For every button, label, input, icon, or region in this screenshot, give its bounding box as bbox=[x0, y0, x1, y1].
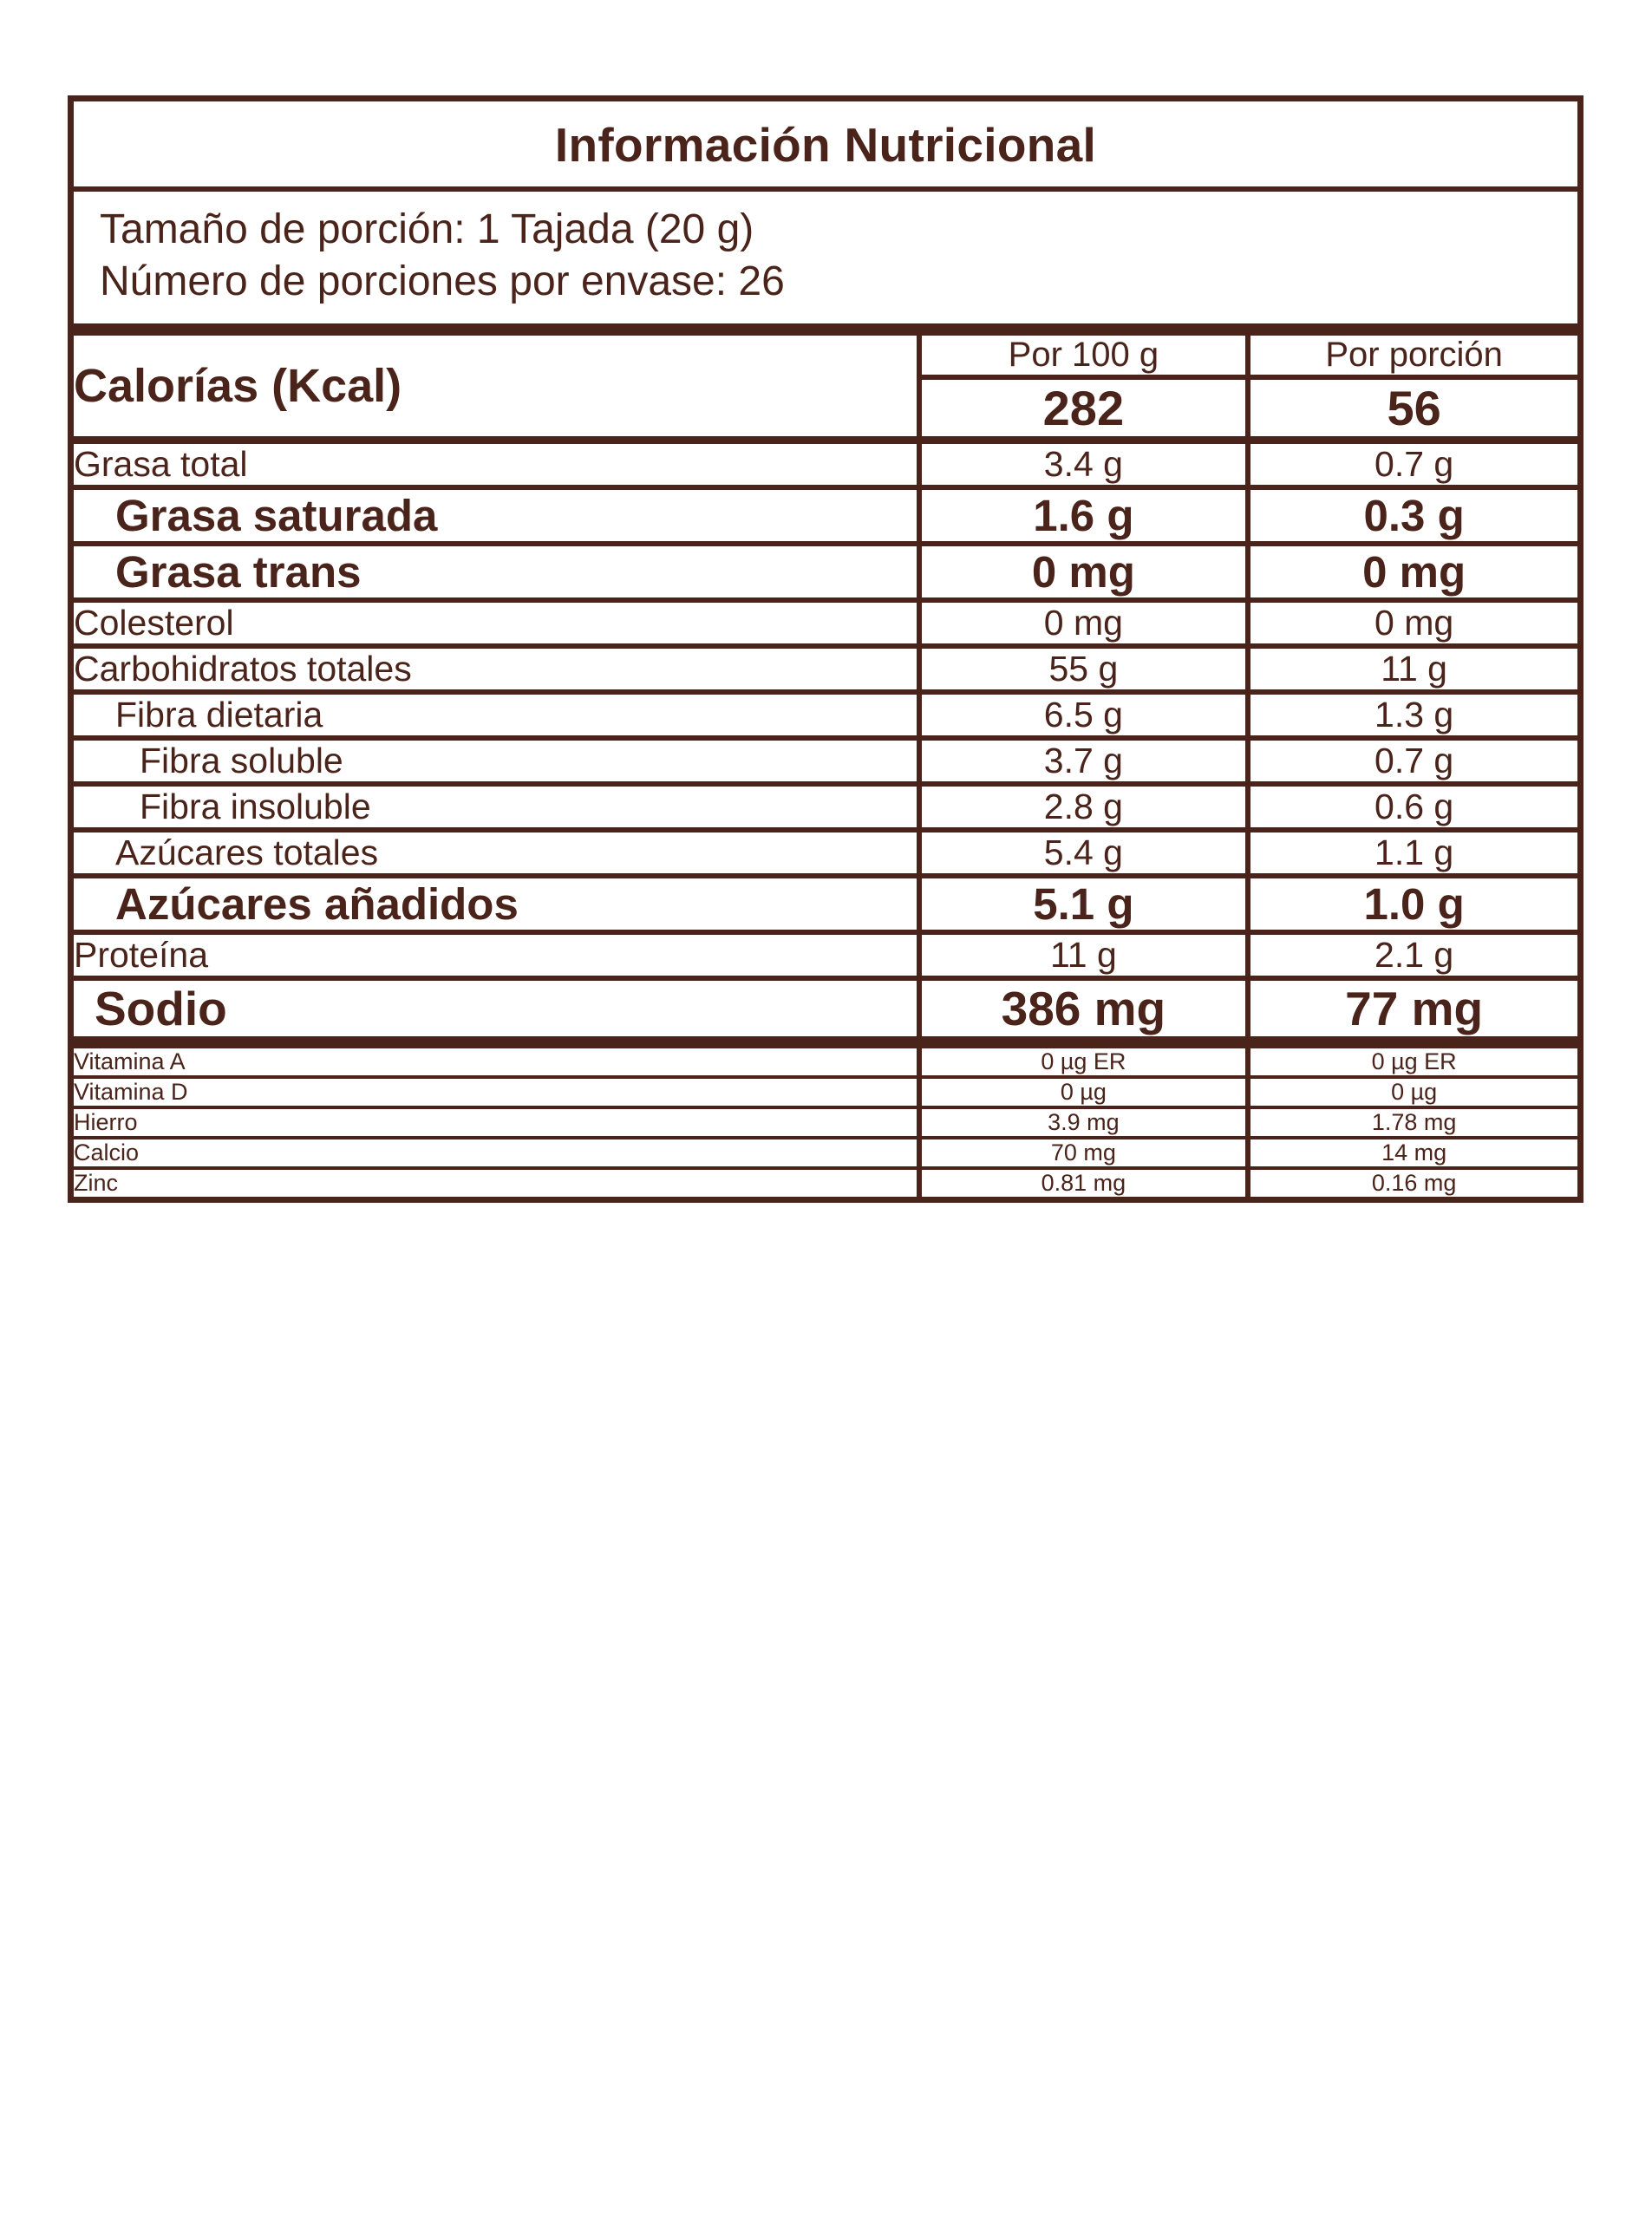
table-row bbox=[74, 1168, 1577, 1197]
nutrient-per-100g: 386 mg bbox=[919, 978, 1249, 1036]
nutrient-per-serving: 0 mg bbox=[1248, 600, 1577, 646]
calories-per-100g: 282 bbox=[919, 377, 1249, 436]
nutrient-per-100g: 6.5 g bbox=[919, 692, 1249, 738]
nutrient-per-100g: 5.4 g bbox=[919, 830, 1249, 876]
page-title: Información Nutricional bbox=[554, 118, 1097, 172]
micronutrient-name: Vitamina D bbox=[74, 1077, 919, 1107]
micronutrients-table bbox=[74, 1048, 1577, 1197]
nutrient-per-100g: 0 mg bbox=[919, 544, 1249, 600]
calories-per-serving: 56 bbox=[1248, 377, 1577, 436]
nutrient-name: Carbohidratos totales bbox=[74, 646, 919, 692]
nutrient-name: Azúcares totales bbox=[74, 830, 919, 876]
table-row bbox=[74, 600, 1577, 646]
micronutrient-per-serving: 0 µg bbox=[1248, 1077, 1577, 1107]
table-row bbox=[74, 1107, 1577, 1138]
micronutrient-per-100g: 0.81 mg bbox=[919, 1168, 1249, 1197]
nutrient-per-serving: 1.1 g bbox=[1248, 830, 1577, 876]
micronutrient-per-100g: 70 mg bbox=[919, 1138, 1249, 1168]
nutrition-table bbox=[74, 336, 1577, 436]
serving-size-text: Tamaño de porción: 1 Tajada (20 g) bbox=[100, 206, 754, 252]
nutrient-per-serving: 1.0 g bbox=[1248, 876, 1577, 932]
table-row bbox=[74, 487, 1577, 544]
micronutrient-per-serving: 0 µg ER bbox=[1248, 1048, 1577, 1077]
calories-label: Calorías (Kcal) bbox=[74, 360, 402, 412]
table-row bbox=[74, 544, 1577, 600]
column-header-per-100g: Por 100 g bbox=[919, 336, 1249, 377]
micronutrient-per-100g: 0 µg ER bbox=[919, 1048, 1249, 1077]
nutrient-per-100g: 55 g bbox=[919, 646, 1249, 692]
nutrient-name: Sodio bbox=[74, 978, 919, 1036]
nutrient-per-100g: 3.7 g bbox=[919, 738, 1249, 784]
table-row bbox=[74, 876, 1577, 932]
nutrient-name: Grasa trans bbox=[74, 544, 919, 600]
nutrient-name: Azúcares añadidos bbox=[74, 876, 919, 932]
table-row bbox=[74, 784, 1577, 830]
nutrient-name: Colesterol bbox=[74, 600, 919, 646]
nutrient-per-serving: 0 mg bbox=[1248, 544, 1577, 600]
nutrient-per-serving: 0.3 g bbox=[1248, 487, 1577, 544]
table-row bbox=[74, 1138, 1577, 1168]
micronutrient-name: Zinc bbox=[74, 1168, 919, 1197]
table-row bbox=[74, 1077, 1577, 1107]
micronutrient-per-serving: 1.78 mg bbox=[1248, 1107, 1577, 1138]
micronutrient-name: Vitamina A bbox=[74, 1048, 186, 1074]
table-row bbox=[74, 932, 1577, 978]
table-row bbox=[74, 444, 1577, 487]
divider-micronutrients bbox=[74, 1036, 1577, 1048]
micronutrient-per-serving: 0.16 mg bbox=[1248, 1168, 1577, 1197]
micronutrient-name: Hierro bbox=[74, 1107, 919, 1138]
micronutrient-name: Calcio bbox=[74, 1138, 919, 1168]
table-row bbox=[74, 830, 1577, 876]
nutrient-name: Grasa total bbox=[74, 444, 248, 484]
serving-info bbox=[74, 192, 1577, 323]
nutrient-per-serving: 0.7 g bbox=[1248, 444, 1577, 487]
micronutrient-per-serving: 14 mg bbox=[1248, 1138, 1577, 1168]
nutrient-per-100g: 11 g bbox=[919, 932, 1249, 978]
nutrient-per-100g: 3.4 g bbox=[919, 444, 1249, 487]
divider-calories bbox=[74, 436, 1577, 444]
nutrient-per-serving: 1.3 g bbox=[1248, 692, 1577, 738]
nutrient-name: Fibra insoluble bbox=[74, 784, 919, 830]
micronutrient-per-100g: 0 µg bbox=[919, 1077, 1249, 1107]
nutrient-per-serving: 11 g bbox=[1248, 646, 1577, 692]
nutrient-name: Grasa saturada bbox=[74, 487, 919, 544]
nutrient-name: Fibra dietaria bbox=[74, 692, 919, 738]
table-row bbox=[74, 692, 1577, 738]
nutrient-per-serving: 0.7 g bbox=[1248, 738, 1577, 784]
nutrient-name: Fibra soluble bbox=[74, 738, 919, 784]
servings-per-container-text: Número de porciones por envase: 26 bbox=[100, 258, 785, 304]
column-header-row bbox=[74, 336, 1577, 377]
table-row bbox=[74, 646, 1577, 692]
nutrient-per-serving: 77 mg bbox=[1248, 978, 1577, 1036]
nutrient-per-100g: 1.6 g bbox=[919, 487, 1249, 544]
table-row bbox=[74, 738, 1577, 784]
nutrient-rows-table bbox=[74, 444, 1577, 1036]
table-row bbox=[74, 978, 1577, 1036]
nutrient-per-100g: 2.8 g bbox=[919, 784, 1249, 830]
divider-serving bbox=[74, 323, 1577, 336]
table-row bbox=[74, 1048, 1577, 1077]
nutrient-name: Proteína bbox=[74, 932, 919, 978]
nutrient-per-serving: 2.1 g bbox=[1248, 932, 1577, 978]
micronutrient-per-100g: 3.9 mg bbox=[919, 1107, 1249, 1138]
nutrient-per-100g: 5.1 g bbox=[919, 876, 1249, 932]
nutrient-per-serving: 0.6 g bbox=[1248, 784, 1577, 830]
nutrition-facts-panel bbox=[68, 95, 1583, 1203]
column-header-per-serving: Por porción bbox=[1248, 336, 1577, 377]
nutrient-per-100g: 0 mg bbox=[919, 600, 1249, 646]
